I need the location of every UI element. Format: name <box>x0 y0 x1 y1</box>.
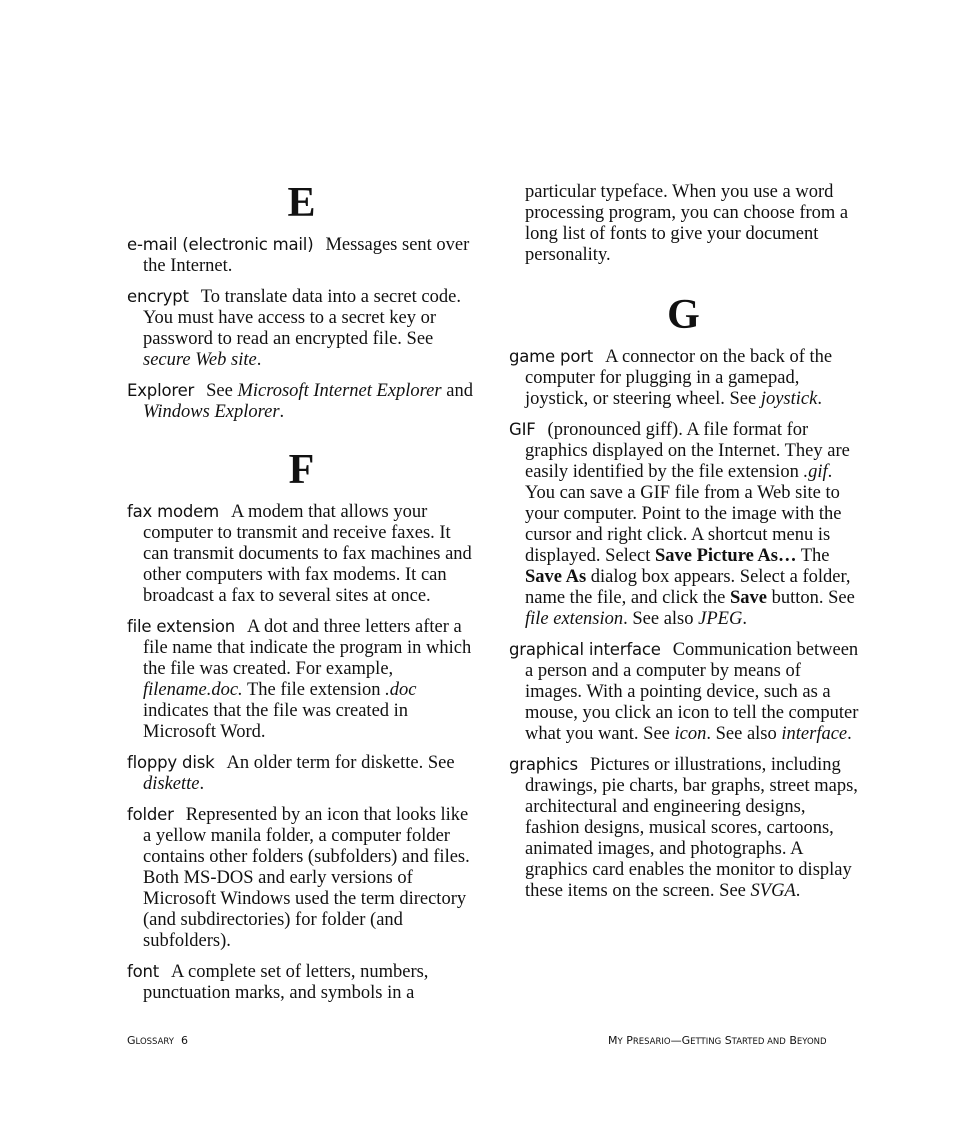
definition: A connector on the back of the computer for plugging in a gamepad, joystick, or steering wheel. See <box>525 347 833 409</box>
cross-reference: SVGA <box>750 881 796 901</box>
entry-floppy-disk <box>127 752 477 795</box>
term: GIF <box>509 420 536 439</box>
text: and <box>441 381 473 401</box>
text: The file extension <box>242 680 386 700</box>
punctuation: . <box>256 350 262 370</box>
example: filename.doc. <box>143 680 243 700</box>
definition: A dot and three letters after a file name that indicate the program in which the file was created. For example, <box>143 617 472 679</box>
punctuation: . <box>742 609 747 629</box>
term: folder <box>127 805 174 824</box>
ui-label: Save Picture As… <box>654 546 797 566</box>
definition: (pronounced giff). A file format for graphics displayed on the Internet. They are easily identified by the file extension <box>525 420 850 482</box>
footer-book-title <box>608 1034 827 1047</box>
text: — <box>670 1034 682 1047</box>
term: fax modem <box>127 502 219 521</box>
ui-label: Save As <box>525 567 587 587</box>
definition: An older term for diskette. See <box>226 753 455 773</box>
entry-fax-modem <box>127 501 477 607</box>
text: G <box>127 1034 136 1047</box>
cross-reference: diskette <box>143 774 200 794</box>
term: file extension <box>127 617 236 636</box>
text: P <box>626 1034 633 1047</box>
text: dialog box appears. Select a folder, name the file, and click the <box>525 567 851 608</box>
cross-reference: Microsoft Internet Explorer <box>237 381 442 401</box>
text: S <box>724 1034 732 1047</box>
text: . See also <box>706 724 782 744</box>
entry-file-extension <box>127 616 477 743</box>
text: Y <box>617 1037 623 1047</box>
text: LOSSARY <box>135 1037 174 1047</box>
entry-encrypt <box>127 286 477 371</box>
term: e-mail (electronic mail) <box>127 235 314 254</box>
text: . You can save a GIF file from a Web site to your computer. Point to the image with the cursor and right click. A shortcut menu is displayed. Select <box>525 462 842 566</box>
text: . See also <box>623 609 699 629</box>
term: graphics <box>509 755 578 774</box>
text: TARTED AND <box>731 1037 786 1047</box>
cross-reference: joystick <box>760 389 818 409</box>
definition: Pictures or illustrations, including drawings, pie charts, bar graphs, street maps, architectural and engineering designs, fashion designs, musical scores, cartoons, animated images, and photographs. A graphics card enables the monitor to display these items on the screen. See <box>525 755 858 901</box>
text: button. See <box>766 588 855 608</box>
page-number: 6 <box>180 1034 188 1047</box>
term: encrypt <box>127 287 189 306</box>
punctuation: . <box>279 402 285 422</box>
entry-graphical-interface <box>509 639 859 745</box>
cross-reference: file extension <box>525 609 624 629</box>
ui-label: Save <box>729 588 767 608</box>
term: graphical interface <box>509 640 661 659</box>
entry-explorer <box>127 380 477 423</box>
term: font <box>127 962 160 981</box>
cross-reference: icon <box>674 724 707 744</box>
text: M <box>608 1034 618 1047</box>
text: B <box>789 1034 797 1047</box>
text: The <box>796 546 830 566</box>
definition: To translate data into a secret code. You must have access to a secret key or password to read an encrypted file. See <box>143 287 461 349</box>
entry-email <box>127 234 477 277</box>
text: indicates that the file was created in Microsoft Word. <box>143 701 409 742</box>
entry-font <box>127 961 477 1004</box>
punctuation: . <box>199 774 205 794</box>
term: game port <box>509 347 594 366</box>
cross-reference: JPEG <box>698 609 743 629</box>
term: floppy disk <box>127 753 215 772</box>
text: RESARIO <box>632 1037 671 1047</box>
punctuation: . <box>817 389 822 409</box>
cross-reference: secure Web site <box>143 350 257 370</box>
entry-folder <box>127 804 477 952</box>
entry-game-port <box>509 346 859 410</box>
entry-gif <box>509 419 859 630</box>
cross-reference: interface <box>781 724 848 744</box>
section-letter-g: G <box>667 292 701 338</box>
example: .gif <box>803 462 828 482</box>
entry-font-continued: particular typeface. When you use a word processing program, you can choose from a long list of fonts to give your document personality. <box>525 182 849 265</box>
section-letter-f: F <box>288 447 316 493</box>
text: ETTING <box>690 1037 722 1047</box>
punctuation: . <box>795 881 801 901</box>
punctuation: . <box>847 724 852 744</box>
footer-section-label <box>127 1034 188 1047</box>
left-column <box>127 182 477 1013</box>
definition: Communication between a person and a computer by means of images. With a pointing device, such as a mouse, you click an icon to tell the computer what you want. See <box>525 640 859 744</box>
definition: A complete set of letters, numbers, punctuation marks, and symbols in a <box>143 962 429 1003</box>
text: G <box>681 1034 691 1047</box>
entry-graphics <box>509 754 859 902</box>
example: .doc <box>385 680 417 700</box>
cross-reference: Windows Explorer <box>143 402 280 422</box>
right-column <box>509 182 859 911</box>
definition: A modem that allows your computer to transmit and receive faxes. It can transmit documents to fax machines and other computers with fax modems. It can broadcast a fax to several sites at once. <box>143 502 472 606</box>
definition: Messages sent over the Internet. <box>143 235 470 276</box>
definition: Represented by an icon that looks like a yellow manila folder, a computer folder contains other folders (subfolders) and files. Both MS-DOS and early versions of Microsoft Windows used the term directory (and subdirectories) for folder (and subfolders). <box>143 805 470 951</box>
section-letter-e: E <box>287 180 317 226</box>
text: EYOND <box>796 1037 827 1047</box>
term: Explorer <box>127 381 195 400</box>
definition: See <box>206 381 238 401</box>
